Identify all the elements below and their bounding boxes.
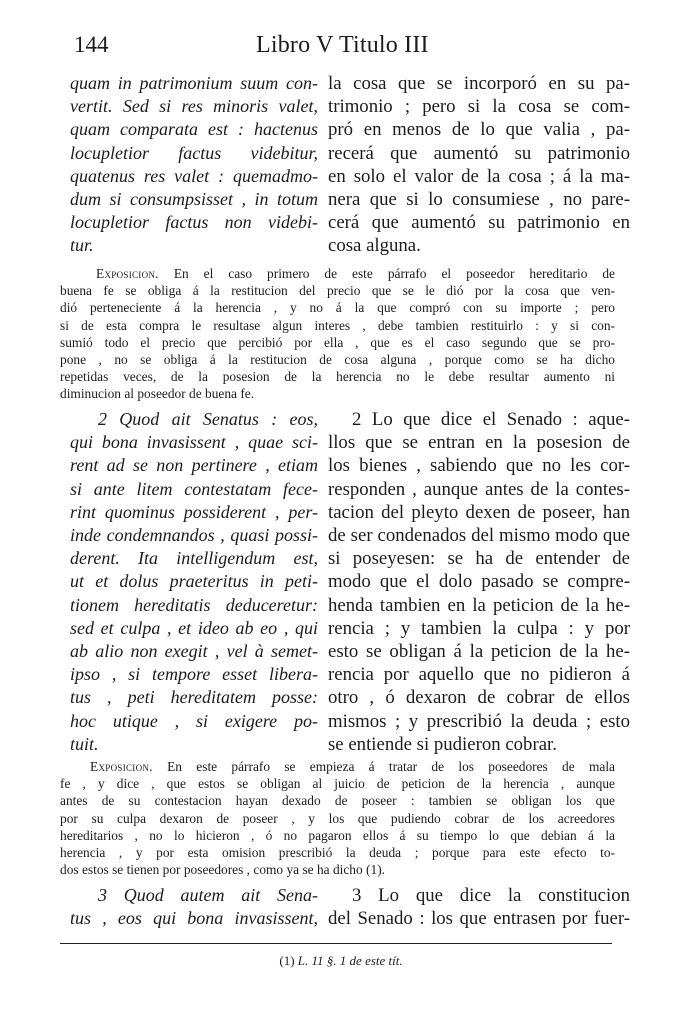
- exposicion-label: Exposicion.: [96, 266, 159, 281]
- latin-line: tionem hereditatis deduceretur:: [70, 594, 318, 615]
- exposicion-line: por su culpa dexaron de poseer , y los que pudiendo cobrar de los acreedores: [60, 810, 615, 826]
- spanish-line: mismos ; y prescribió la deuda ; esto: [328, 710, 630, 732]
- section-1: [70, 72, 630, 258]
- latin-text: [70, 408, 318, 756]
- latin-line: quam comparata est : hactenus: [70, 119, 318, 140]
- spanish-text: [328, 408, 630, 756]
- page-number: 144: [74, 32, 109, 57]
- spanish-line: cerá que aumentó su patrimonio en: [328, 212, 630, 234]
- latin-line: vertit. Sed si res minoris valet,: [70, 96, 318, 117]
- exposicion-line: En el caso primero de este párrafo el poseedor hereditario de: [158, 266, 615, 281]
- spanish-line: trimonio ; pero si la cosa se com-: [328, 96, 630, 118]
- latin-line: ipso , si tempore esset libera-: [70, 664, 318, 685]
- spanish-line: si poseyesen: se ha de entender de: [328, 548, 630, 570]
- spanish-line: pró en menos de lo que valia , pa-: [328, 119, 630, 141]
- footnote-rule: [60, 943, 612, 944]
- exposicion-line: si de esta compra le resultase algun interes , debe tambien restituirlo : y si con-: [60, 317, 615, 333]
- spanish-line: esto se obligan á la peticion de la he-: [328, 641, 630, 663]
- latin-line: locupletior factus non videbi-: [70, 212, 318, 233]
- latin-line: rint quominus possiderent , per-: [70, 501, 318, 522]
- exposicion-line: diminucion al poseedor de buena fe.: [60, 386, 255, 402]
- latin-line: tuit.: [70, 733, 99, 754]
- exposicion-line: buena fe se obliga á la restitucion del precio que se le dió por la cosa que ven-: [60, 283, 615, 299]
- latin-line: locupletior factus videbitur,: [70, 142, 318, 163]
- spanish-line: llos que se entran en la posesion de: [328, 432, 630, 454]
- latin-line: sed et culpa , et ideo ab eo , qui: [70, 617, 318, 638]
- latin-line: quatenus res valet : quemadmo-: [70, 165, 318, 186]
- latin-line: qui bona invasissent , quae sci-: [70, 432, 318, 453]
- spanish-line: del Senado : los que entrasen por fuer-: [328, 908, 630, 930]
- spanish-line: otro , ó dexaron de cobrar de ellos: [328, 687, 630, 709]
- spanish-line: nera que si lo consumiese , no pare-: [328, 189, 630, 211]
- exposicion-line: repetidas veces, de la posesion de la herencia no le debe resultar aumento ni: [60, 369, 615, 385]
- exposicion-line: hereditarios , no lo hicieron , ó no pagaron ellos á su tiempo lo que debian á la: [60, 827, 615, 843]
- latin-line: hoc utique , si exigere po-: [70, 710, 318, 731]
- spanish-line: rencia ; y tambien la culpa : y por: [328, 617, 630, 639]
- spanish-line: modo que el dolo pasado se compre-: [328, 571, 630, 593]
- exposicion-line: dió perteneciente á la herencia , y no á la que compró con su importe ; pero: [60, 300, 615, 316]
- spanish-line: la cosa que se incorporó en su pa-: [328, 73, 630, 94]
- spanish-line: recerá que aumentó su patrimonio: [328, 142, 630, 164]
- exposicion-line: pone , no se obliga á la restitucion de cosa alguna , porque como se ha dicho: [60, 352, 615, 368]
- spanish-line: 2 Lo que dice el Senado : aque-: [352, 409, 630, 430]
- latin-line: quam in patrimonium suum con-: [70, 73, 318, 93]
- exposicion-line: herencia , y por esta omision prescribió la deuda ; porque para este efecto to-: [60, 845, 615, 861]
- exposicion-first-line: [60, 758, 615, 775]
- spanish-line: 3 Lo que dice la constitucion: [352, 885, 630, 906]
- spanish-line: responden , aunque antes de la contes-: [328, 478, 630, 500]
- running-head: Libro V Titulo III: [256, 32, 429, 58]
- latin-line: inde condemnandos , quasi possi-: [70, 525, 318, 546]
- footnote-marker: (1): [279, 953, 295, 968]
- exposicion-line: En este párrafo se empieza á tratar de los poseedores de mala: [152, 759, 615, 774]
- exposicion-1: [60, 265, 615, 403]
- spanish-line: de ser condenados del mismo modo que: [328, 525, 630, 547]
- spanish-line: tacion del pleyto dexen de poseer, han: [328, 501, 630, 523]
- latin-line: rent ad se non pertinere , etiam: [70, 455, 318, 476]
- spanish-text: [328, 72, 630, 258]
- latin-line: ut et dolus praeteritus in peti-: [70, 571, 318, 592]
- latin-line: ab alio non exegit , vel à semet-: [70, 641, 318, 662]
- exposicion-label: Exposicion.: [90, 759, 153, 774]
- exposicion-line: sumió todo el precio que percibió por ella , que es el caso segundo que se pro-: [60, 334, 615, 350]
- latin-line: tur.: [70, 235, 94, 256]
- latin-text: [70, 72, 318, 258]
- exposicion-2: [60, 758, 615, 878]
- spanish-text: [328, 884, 630, 930]
- footnote-text: L. 11 §. 1 de este tít.: [297, 953, 403, 968]
- latin-line: tus , eos qui bona invasissent,: [70, 908, 318, 929]
- spanish-line: se entiende si pudieron cobrar.: [328, 733, 557, 755]
- exposicion-line: dos estos se tienen por poseedores , como ya se ha dicho (1).: [60, 862, 386, 878]
- page-header: [70, 32, 630, 66]
- exposicion-line: fe , y dice , que estos se obligan al juicio de peticion de la herencia , aunque: [60, 776, 615, 792]
- spanish-line: cosa alguna.: [328, 235, 421, 257]
- exposicion-line: antes de su contestacion hayan dexado de poseer : tambien se obligan los que: [60, 793, 615, 809]
- latin-line: derent. Ita intelligendum est,: [70, 548, 318, 569]
- spanish-line: henda tambien en la peticion de la he-: [328, 594, 630, 616]
- spanish-line: los bienes , sabiendo que no les cor-: [328, 455, 630, 477]
- latin-line: dum si consumpsisset , in totum: [70, 189, 318, 210]
- latin-line: 3 Quod autem ait Sena-: [98, 885, 318, 905]
- spanish-line: en solo el valor de la cosa ; á la ma-: [328, 165, 630, 187]
- latin-line: si ante litem contestatam fece-: [70, 478, 318, 499]
- spanish-line: rencia por aquello que no pidieron á: [328, 664, 630, 686]
- latin-text: [70, 884, 318, 930]
- exposicion-first-line: [60, 265, 615, 282]
- section-3: [70, 884, 630, 934]
- latin-line: tus , peti hereditatem posse:: [70, 687, 318, 708]
- footnote: [0, 953, 682, 969]
- latin-line: 2 Quod ait Senatus : eos,: [98, 409, 318, 429]
- section-2: [70, 408, 630, 758]
